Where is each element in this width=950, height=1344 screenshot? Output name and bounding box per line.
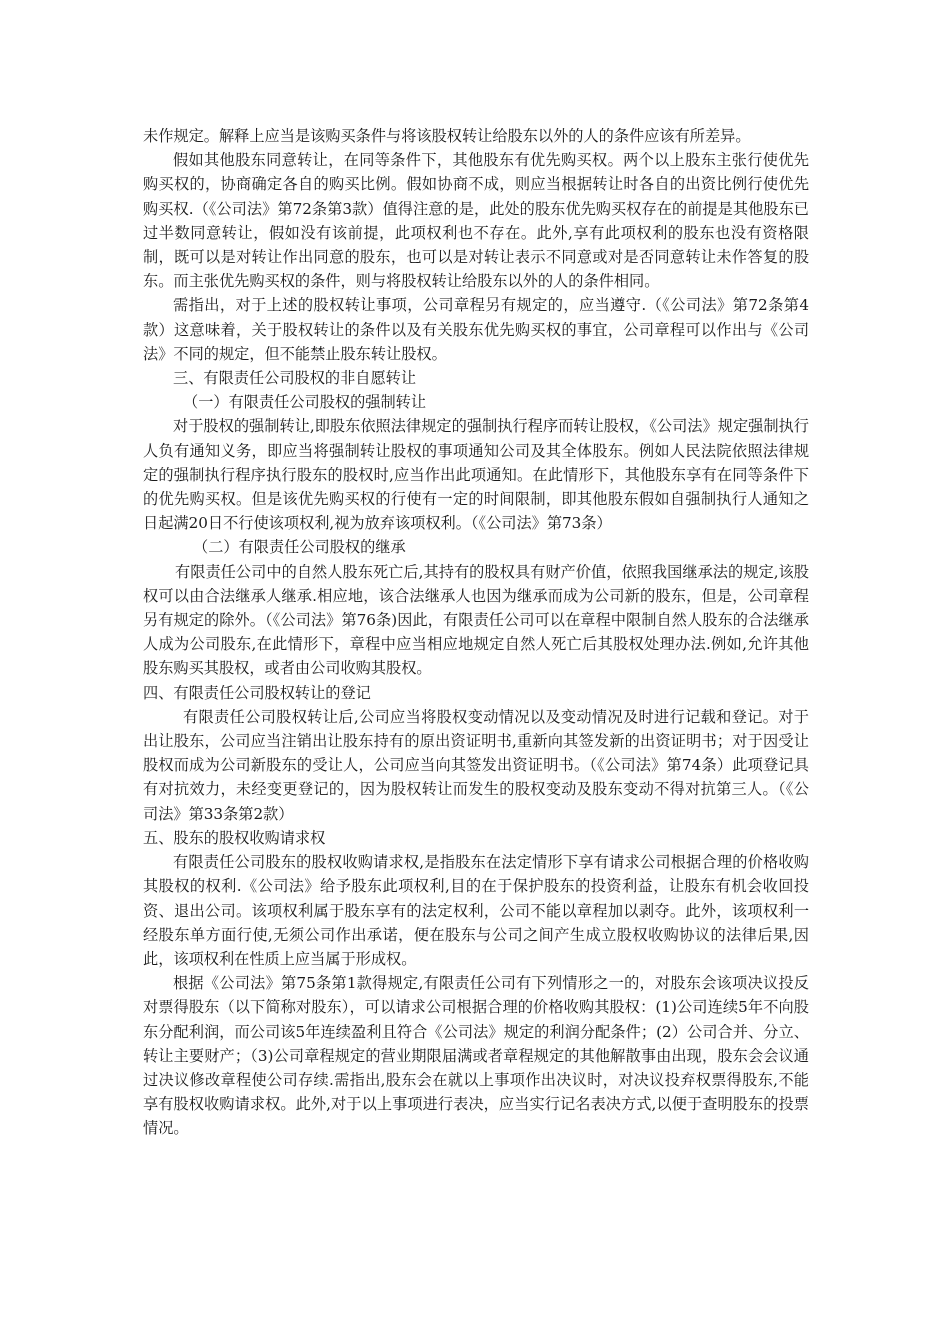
section-heading-5: 五、股东的股权收购请求权	[143, 828, 326, 847]
paragraph-inheritance: 有限责任公司中的自然人股东死亡后,其持有的股权具有财产价值，依照我国继承法的规定,该股权可以由合法继承人继承.相应地，该合法继承人也因为继承而成为公司新的股东，但是，公司章程另有规定的除外。（《公司法》第76条)因此，有限责任公司可以在章程中限制自然人股东的合法继承人成为公司股东,在此情形下，章程中应当相应地规定自然人死亡后其股权处理办法.例如,允许其他股东购买其股权，或者由公司收购其股权。	[143, 562, 809, 678]
paragraph-buyback-right: 有限责任公司股东的股权收购请求权,是指股东在法定情形下享有请求公司根据合理的价格收购其股权的权利.《公司法》给予股东此项权利,目的在于保护股东的投资利益，让股东有机会收回投资、退出公司。该项权利属于股东享有的法定权利，公司不能以章程加以剥夺。此外，该项权利一经股东单方面行使,无须公司作出承诺，便在股东与公司之间产生成立股权收购协议的法律后果,因此，该项权利在性质上应当属于形成权。	[143, 853, 809, 968]
section-heading-3: 三、有限责任公司股权的非自愿转让	[173, 369, 416, 388]
subsection-heading-2: （二）有限责任公司股权的继承	[193, 538, 406, 557]
paragraph-registration: 有限责任公司股权转让后,公司应当将股权变动情况以及变动情况及时进行记载和登记。对于出让股东，公司应当注销出让股东持有的原出资证明书,重新向其签发新的出资证明书；对于因受让股权而成为公司新股东的受让人，公司应当向其签发出资证明书。（《公司法》第74条）此项登记具有对抗效力，未经变更登记的，因为股权转让而发生的股权变动及股东变动不得对抗第三人。（《公司法》第33条第2款）	[143, 707, 809, 823]
subsection-heading-1: （一）有限责任公司股权的强制转让	[183, 393, 426, 412]
paragraph-article-75: 根据《公司法》第75条第1款得规定,有限责任公司有下列情形之一的，对股东会该项决议投反对票得股东（以下简称对股东），可以请求公司根据合理的价格收购其股权：(1)公司连续5年不向股东分配利润，而公司该5年连续盈利且符合《公司法》规定的利润分配条件；(2）公司合并、分立、转让主要财产；（3)公司章程规定的营业期限届满或者章程规定的其他解散事由出现，股东会会议通过决议修改章程使公司存续.需指出,股东会在就以上事项作出决议时，对决议投弃权票得股东,不能享有股权收购请求权。此外,对于以上事项进行表决，应当实行记名表决方式,以便于查明股东的投票情况。	[143, 974, 809, 1138]
paragraph-articles-exception: 需指出，对于上述的股权转让事项，公司章程另有规定的，应当遵守.（《公司法》第72条第4款）这意味着，关于股权转让的条件以及有关股东优先购买权的事宜，公司章程可以作出与《公司法》不同的规定，但不能禁止股东转让股权。	[143, 296, 809, 363]
paragraph-preemptive-right: 假如其他股东同意转让，在同等条件下，其他股东有优先购买权。两个以上股东主张行使优先购买权的，协商确定各自的购买比例。假如协商不成，则应当根据转让时各自的出资比例行使优先购买权.（《公司法》第72条第3款）值得注意的是，此处的股东优先购买权存在的前提是其他股东已过半数同意转让，假如没有该前提，此项权利也不存在。此外,享有此项权利的股东也没有资格限制，既可以是对转让作出同意的股东，也可以是对转让表示不同意或对是否同意转让未作答复的股东。而主张优先购买权的条件，则与将股权转让给股东以外的人的条件相同。	[143, 151, 809, 291]
document-body	[143, 124, 809, 1141]
section-heading-4: 四、有限责任公司股权转让的登记	[143, 683, 371, 702]
paragraph-forced-transfer: 对于股权的强制转让,即股东依照法律规定的强制执行程序而转让股权，《公司法》规定强制执行人负有通知义务，即应当将强制转让股权的事项通知公司及其全体股东。例如人民法院依照法律规定的强制执行程序执行股东的股权时,应当作出此项通知。在此情形下，其他股东享有在同等条件下的优先购买权。但是该优先购买权的行使有一定的时间限制，即其他股东假如自强制执行人通知之日起满20日不行使该项权利,视为放弃该项权利。（《公司法》第73条）	[143, 417, 809, 533]
paragraph-continuation: 未作规定。解释上应当是该购买条件与将该股权转让给股东以外的人的条件应该有所差异。	[143, 127, 751, 145]
